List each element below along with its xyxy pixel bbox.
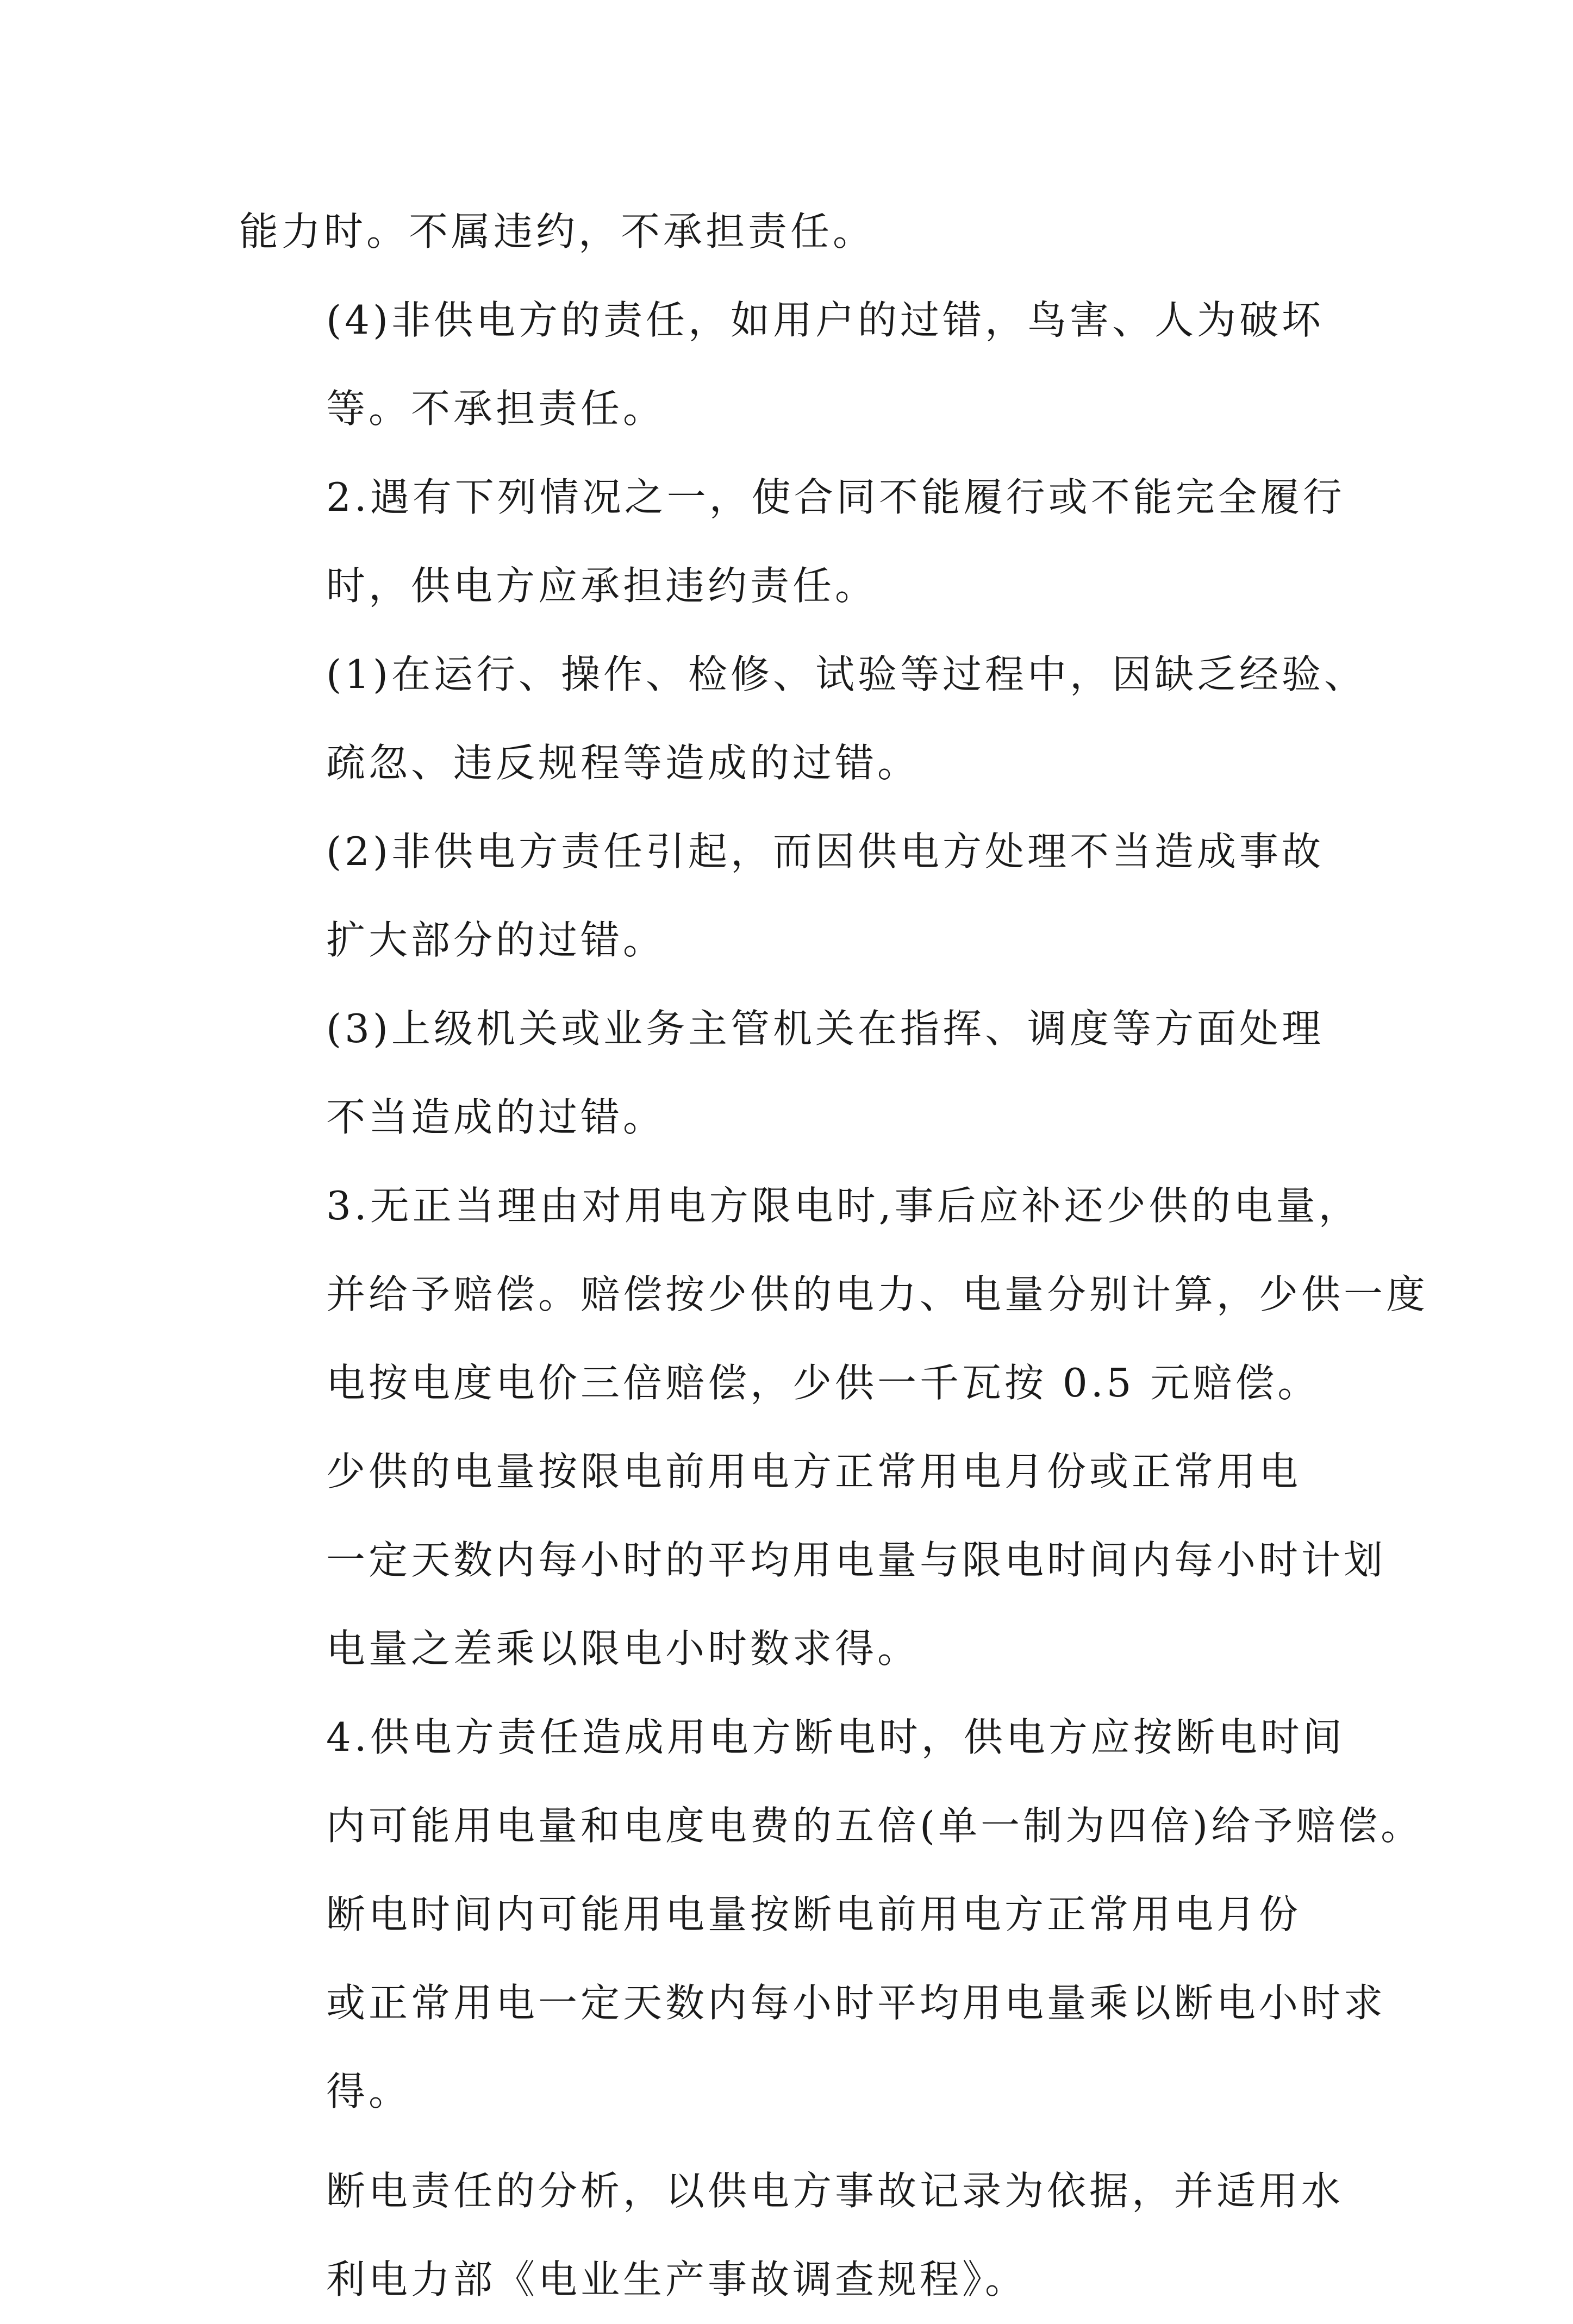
text-line: 电按电度电价三倍赔偿，少供一千瓦按 0.5 元赔偿。 [326, 1360, 1320, 1406]
document-body [239, 187, 1429, 2324]
text-line: 3.无正当理由对用电方限电时,事后应补还少供的电量， [326, 1183, 1361, 1229]
text-line: 等。不承担责任。 [326, 386, 666, 431]
text-line: 或正常用电一定天数内每小时平均用电量乘以断电小时求 [326, 1980, 1387, 2026]
paragraph [239, 453, 1348, 630]
text-line: 不当造成的过错。 [326, 1094, 666, 1140]
paragraph [239, 1427, 1387, 1693]
text-line: 利电力部《电业生产事故调查规程》。 [326, 2257, 1028, 2302]
text-line: 时，供电方应承担违约责任。 [326, 563, 878, 609]
paragraph [239, 276, 1348, 453]
text-line: 4.供电方责任造成用电方断电时，供电方应按断电时间 [326, 1714, 1345, 1760]
paragraph [239, 1693, 1424, 1870]
text-line: 扩大部分的过错。 [326, 917, 666, 963]
paragraph [239, 1870, 1387, 2136]
paragraph [239, 2147, 1348, 2324]
text-line: 断电时间内可能用电量按断电前用电方正常用电月份 [326, 1891, 1302, 1937]
text-line: 疏忽、违反规程等造成的过错。 [326, 740, 920, 786]
text-line: 能力时。不属违约，不承担责任。 [239, 209, 876, 254]
text-line: (3)上级机关或业务主管机关在指挥、调度等方面处理 [326, 1006, 1324, 1051]
text-line: 少供的电量按限电前用电方正常用电月份或正常用电 [326, 1449, 1302, 1494]
paragraph [239, 985, 1348, 1162]
paragraph [239, 187, 1348, 276]
text-line: (4)非供电方的责任，如用户的过错，鸟害、人为破坏 [326, 297, 1324, 343]
text-line: (1)在运行、操作、检修、试验等过程中，因缺乏经验、 [326, 652, 1366, 697]
text-line: 2.遇有下列情况之一，使合同不能履行或不能完全履行 [326, 474, 1345, 520]
text-line: 一定天数内每小时的平均用电量与限电时间内每小时计划 [326, 1537, 1387, 1583]
paragraph [239, 807, 1348, 985]
text-line: 内可能用电量和电度电费的五倍(单一制为四倍)给予赔偿。 [326, 1803, 1424, 1849]
text-line: (2)非供电方责任引起，而因供电方处理不当造成事故 [326, 829, 1324, 874]
text-line: 断电责任的分析，以供电方事故记录为依据，并适用水 [326, 2168, 1344, 2214]
paragraph-gap [239, 2136, 1348, 2147]
paragraph [239, 630, 1366, 807]
text-line: 得。 [326, 2069, 411, 2114]
text-line: 并给予赔偿。赔偿按少供的电力、电量分别计算，少供一度 [326, 1271, 1429, 1317]
text-line: 电量之差乘以限电小时数求得。 [326, 1626, 920, 1671]
paragraph [239, 1162, 1429, 1427]
